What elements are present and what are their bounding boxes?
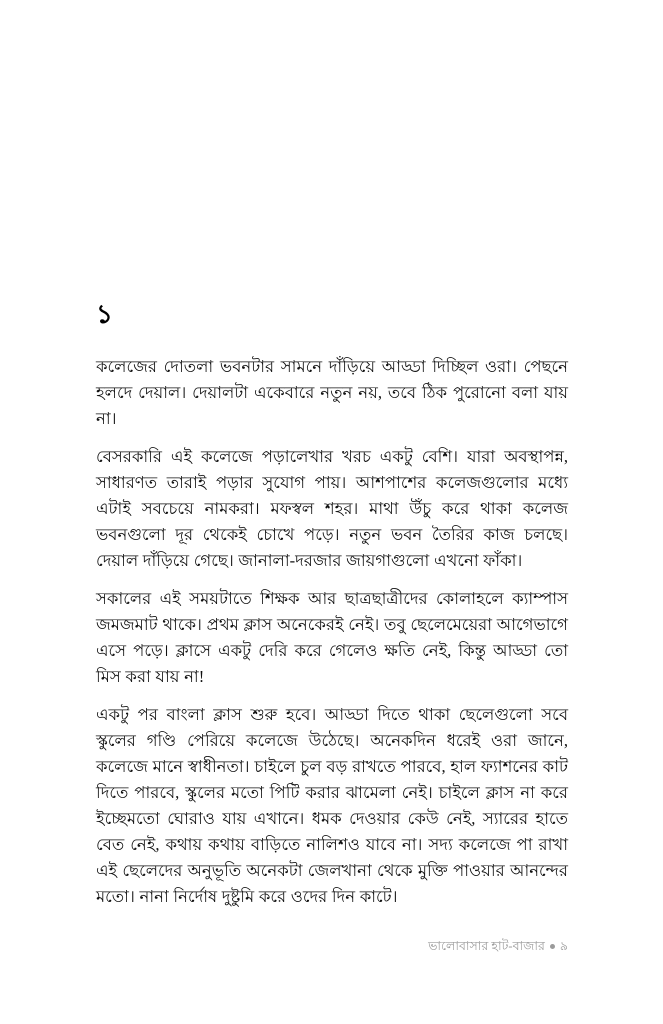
body-paragraph: কলেজের দোতলা ভবনটার সামনে দাঁড়িয়ে আড্ডা দিচ্ছিল ওরা। পেছনে হলদে দেয়াল। দেয়ালটা একেবারে নতুন নয়, তবে ঠিক পুরোনো বলা যায় না। xyxy=(96,357,568,428)
footer-book-title: ভালোবাসার হাট-বাজার xyxy=(428,939,545,953)
bullet-dot-icon xyxy=(550,944,555,949)
footer-page-number: ৯ xyxy=(559,939,568,953)
page-text-block xyxy=(96,300,568,910)
body-paragraph: সকালের এই সময়টাতে শিক্ষক আর ছাত্রছাত্রীদের কোলাহলে ক্যাম্পাস জমজমাট থাকে। প্রথম ক্লাস অনেকেরই নেই। তবু ছেলেমেয়েরা আগেভাগে এসে পড়ে। ক্লাসে একটু দেরি করে গেলেও ক্ষতি নেই, কিন্তু আড্ডা তো মিস করা যায় না! xyxy=(96,589,568,686)
body-paragraph: বেসরকারি এই কলেজে পড়ালেখার খরচ একটু বেশি। যারা অবস্থাপন্ন, সাধারণত তারাই পড়ার সুযোগ পায়। আশপাশের কলেজগুলোর মধ্যে এটাই সবচেয়ে নামকরা। মফস্বল শহর। মাথা উঁচু করে থাকা কলেজ ভবনগুলো দূর থেকেই চোখে পড়ে। নতুন ভবন তৈরির কাজ চলছে। দেয়াল দাঁড়িয়ে গেছে। জানালা-দরজার জায়গাগুলো এখনো ফাঁকা। xyxy=(96,447,568,570)
chapter-number: ১ xyxy=(96,300,113,329)
page-footer xyxy=(96,938,568,954)
body-paragraph: একটু পর বাংলা ক্লাস শুরু হবে। আড্ডা দিতে থাকা ছেলেগুলো সবে স্কুলের গণ্ডি পেরিয়ে কলেজে উঠেছে। অনেকদিন ধরেই ওরা জানে, কলেজে মানে স্বাধীনতা। চাইলে চুল বড় রাখতে পারবে, হাল ফ্যাশনের কাট দিতে পারবে, স্কুলের মতো পিটি করার ঝামেলা নেই। চাইলে ক্লাস না করে ইচ্ছেমতো ঘোরাও যায় এখানে। ধমক দেওয়ার কেউ নেই, স্যারের হাতে বেত নেই, কথায় কথায় বাড়িতে নালিশও যাবে না। সদ্য কলেজে পা রাখা এই ছেলেদের অনুভূতি অনেকটা জেলখানা থেকে মুক্তি পাওয়ার আনন্দের মতো। নানা নির্দোষ দুষ্টুমি করে ওদের দিন কাটে। xyxy=(96,705,568,906)
